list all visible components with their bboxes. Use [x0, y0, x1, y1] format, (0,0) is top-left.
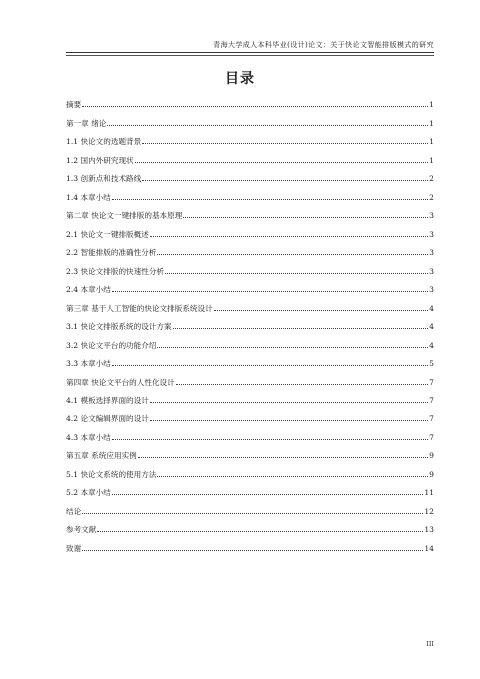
toc-entry-page: 12 [424, 506, 434, 516]
toc-entry[interactable] [66, 183, 434, 201]
toc-entry-page: 4 [429, 303, 434, 313]
toc-entry-label: 结论 [66, 506, 82, 516]
toc-leader-dots [176, 384, 428, 385]
toc-entry-page: 4 [429, 340, 434, 350]
toc-entry-page: 7 [429, 414, 434, 424]
toc-entry-label: 3.1 快论文排版系统的设计方案 [66, 322, 172, 332]
toc-entry[interactable] [66, 331, 434, 349]
toc-leader-dots [112, 365, 428, 366]
toc-entry-page: 5 [429, 359, 434, 369]
toc-entry[interactable] [66, 405, 434, 423]
toc-entry[interactable] [66, 294, 434, 312]
toc-leader-dots [150, 420, 428, 421]
toc-entry-label: 5.1 快论文系统的使用方法 [66, 469, 157, 479]
toc-entry-label: 5.2 本章小结 [66, 488, 111, 498]
toc-leader-dots [157, 476, 428, 477]
toc-entry[interactable] [66, 91, 434, 109]
toc-entry[interactable] [66, 479, 434, 497]
toc-entry-label: 第五章 系统应用实例 [66, 451, 137, 461]
toc-entry[interactable] [66, 146, 434, 164]
toc-leader-dots [157, 254, 428, 255]
toc-entry-label: 致谢 [66, 543, 82, 553]
toc-leader-dots [142, 143, 428, 144]
toc-entry[interactable] [66, 109, 434, 127]
toc-entry-page: 4 [429, 322, 434, 332]
toc-entry[interactable] [66, 313, 434, 331]
toc-entry-label: 第二章 快论文一键排版的基本原理 [66, 211, 183, 221]
toc-leader-dots [82, 513, 423, 514]
toc-entry[interactable] [66, 202, 434, 220]
toc-leader-dots [142, 180, 428, 181]
toc-entry-page: 1 [429, 118, 434, 128]
toc-entry-page: 1 [429, 100, 434, 110]
toc-entry-page: 14 [424, 543, 434, 553]
toc-entry-label: 1.2 国内外研究现状 [66, 155, 134, 165]
toc-leader-dots [82, 550, 423, 551]
toc-entry[interactable] [66, 534, 434, 552]
toc-entry-page: 13 [424, 525, 434, 535]
toc-leader-dots [112, 494, 423, 495]
toc-entry-label: 4.2 论文编辑界面的设计 [66, 414, 149, 424]
toc-entry-page: 1 [429, 137, 434, 147]
toc-leader-dots [107, 125, 428, 126]
table-of-contents [66, 91, 434, 553]
toc-entry-label: 3.3 本章小结 [66, 359, 111, 369]
toc-entry-label: 2.4 本章小结 [66, 285, 111, 295]
toc-entry-page: 7 [429, 377, 434, 387]
toc-entry-page: 9 [429, 451, 434, 461]
page-number: III [426, 640, 434, 648]
toc-entry-label: 2.3 快论文排版的快速性分析 [66, 266, 165, 276]
toc-leader-dots [150, 402, 428, 403]
toc-entry-label: 第一章 绪论 [66, 118, 107, 128]
toc-leader-dots [183, 217, 428, 218]
toc-entry-page: 2 [429, 192, 434, 202]
toc-entry-page: 3 [429, 211, 434, 221]
toc-entry[interactable] [66, 350, 434, 368]
toc-entry-label: 参考文献 [66, 525, 97, 535]
toc-entry-label: 第三章 基于人工智能的快论文排版系统设计 [66, 303, 213, 313]
toc-leader-dots [138, 457, 428, 458]
toc-entry[interactable] [66, 387, 434, 405]
toc-leader-dots [112, 199, 428, 200]
toc-entry-page: 3 [429, 285, 434, 295]
toc-title: 目录 [225, 71, 255, 87]
toc-entry[interactable] [66, 220, 434, 238]
toc-entry-page: 11 [424, 488, 434, 498]
toc-entry-page: 7 [429, 395, 434, 405]
toc-entry-label: 1.3 创新点和技术路线 [66, 174, 142, 184]
toc-entry-page: 9 [429, 469, 434, 479]
toc-leader-dots [112, 291, 428, 292]
toc-entry-label: 4.3 本章小结 [66, 432, 111, 442]
toc-leader-dots [82, 106, 428, 107]
toc-entry-label: 1.4 本章小结 [66, 192, 111, 202]
toc-entry[interactable] [66, 257, 434, 275]
header-rule [66, 52, 434, 53]
toc-entry-page: 2 [429, 174, 434, 184]
toc-entry-label: 摘要 [66, 100, 82, 110]
toc-entry[interactable] [66, 276, 434, 294]
toc-entry[interactable] [66, 460, 434, 478]
toc-entry-label: 2.1 快论文一键排版概述 [66, 229, 149, 239]
toc-leader-dots [112, 439, 428, 440]
toc-entry[interactable] [66, 497, 434, 515]
toc-leader-dots [214, 310, 428, 311]
toc-leader-dots [135, 162, 429, 163]
toc-entry-label: 2.2 智能排版的准确性分析 [66, 248, 157, 258]
toc-entry-label: 第四章 快论文平台的人性化设计 [66, 377, 175, 387]
toc-leader-dots [165, 273, 428, 274]
toc-entry[interactable] [66, 516, 434, 534]
toc-leader-dots [150, 236, 428, 237]
toc-entry-page: 7 [429, 432, 434, 442]
toc-entry-label: 3.2 快论文平台的功能介绍 [66, 340, 157, 350]
toc-leader-dots [173, 328, 429, 329]
header-rule-secondary [66, 55, 434, 56]
toc-entry-page: 1 [429, 155, 434, 165]
toc-entry-page: 3 [429, 266, 434, 276]
toc-entry[interactable] [66, 239, 434, 257]
toc-entry-label: 4.1 模板选择界面的设计 [66, 395, 149, 405]
toc-entry[interactable] [66, 423, 434, 441]
toc-entry[interactable] [66, 165, 434, 183]
toc-entry[interactable] [66, 368, 434, 386]
toc-entry[interactable] [66, 442, 434, 460]
toc-entry-label: 1.1 快论文的选题背景 [66, 137, 142, 147]
toc-entry-page: 3 [429, 229, 434, 239]
running-header: 青海大学成人本科毕业(设计)论文：关于快论文智能排版模式的研究 [213, 41, 434, 49]
toc-leader-dots [97, 531, 423, 532]
toc-leader-dots [157, 347, 428, 348]
toc-entry[interactable] [66, 128, 434, 146]
toc-entry-page: 3 [429, 248, 434, 258]
